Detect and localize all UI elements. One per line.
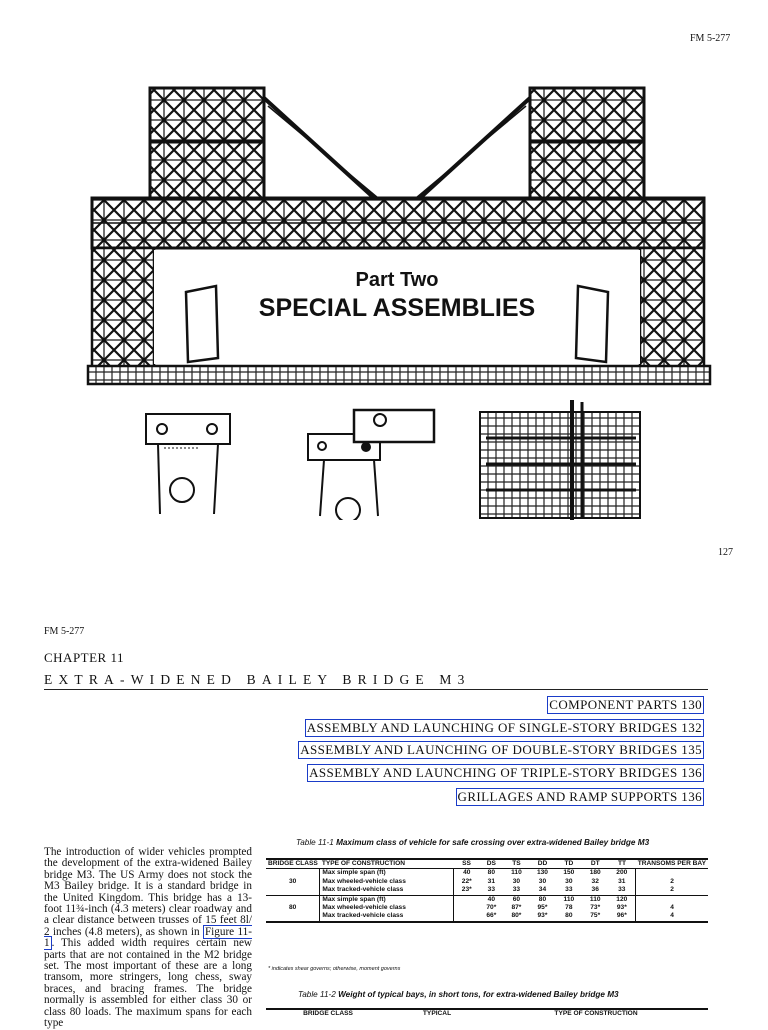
table-cell: 78 (565, 904, 573, 912)
table-11-2-caption: Table 11-2 Weight of typical bays, in short tons, for extra-widened Bailey bridge M3 (298, 990, 619, 999)
chapter-label: CHAPTER 11 (44, 650, 124, 665)
table-11-1-footnote: * indicates shear governs; otherwise, moment governs (268, 966, 401, 972)
table-cell: 30 (538, 877, 547, 885)
table-cell: 31 (487, 877, 496, 885)
table-11-2: BRIDGE CLASS TYPICAL TYPE OF CONSTRUCTION (266, 1008, 708, 1018)
table-cell: 93* (616, 904, 627, 912)
table-cell: 30 (288, 877, 297, 885)
table-cell: 60 (512, 895, 521, 903)
table-cell: 40 (454, 869, 479, 878)
table-cell: 66* (486, 912, 497, 920)
table-cell: 2 (636, 886, 708, 895)
table-cell (454, 904, 479, 912)
table-cell: 80 (538, 895, 547, 903)
table-cell (266, 886, 320, 895)
table-11-1: BRIDGE CLASS TYPE OF CONSTRUCTION SS DS TS DD TD DT TT TRANSOMS PER BAY Max simple span (ft) 40 80 110 130 150 180 200 30 Max wheeled-vehicle class 22* 31 30 30 30 32 31 2 Max tracked-vehicle class 23* 33 33 34 33 36 33 2 Max simple span (ft) 40 60 80 110 110 120 80 Max wheeled-vehicle class 70* 87* 95* 78 73* 93* 4 Max tracked-vehicle class 66* 80* 93* 80 75* 96* 4 (266, 858, 708, 923)
table-cell: 110 (563, 895, 575, 903)
table-cell (266, 912, 320, 920)
page-number: 127 (718, 547, 733, 558)
table-cell: 80 (288, 904, 297, 912)
table-cell: Max simple span (ft) (320, 895, 454, 904)
table-cell: Max tracked-vehicle class (320, 886, 454, 895)
table-cell (266, 895, 320, 904)
table-cell (454, 895, 479, 904)
page-header-code-2: FM 5-277 (44, 626, 85, 637)
figure-11-1-link[interactable]: Figure 11-1 (44, 925, 252, 950)
transom-stack-drawing (476, 398, 646, 522)
table-cell: 95* (537, 904, 548, 912)
chapter-title: EXTRA-WIDENED BAILEY BRIDGE M3 (44, 672, 471, 687)
table-cell (636, 869, 708, 878)
page-header-code: FM 5-277 (690, 33, 731, 44)
table-cell: 70* (486, 904, 497, 912)
table-cell: 33 (618, 886, 626, 894)
table-cell: Max wheeled-vehicle class (320, 904, 454, 912)
table-cell: 34 (538, 886, 547, 894)
table-row (266, 878, 708, 886)
table-row (266, 904, 708, 912)
table-row (266, 912, 708, 920)
table-cell: Max tracked-vehicle class (320, 912, 454, 920)
table-cell: 31 (618, 877, 626, 885)
toc-link-triple-story[interactable]: ASSEMBLY AND LAUNCHING OF TRIPLE-STORY BRIDGES 136 (309, 765, 702, 780)
table-cell: 120 (616, 895, 628, 903)
table-cell: Max simple span (ft) (320, 869, 454, 878)
table-cell: 32 (591, 877, 599, 885)
table-row (266, 869, 708, 878)
table-cell: 73* (590, 904, 601, 912)
table-cell (636, 895, 708, 904)
table-cell: 4 (636, 912, 708, 920)
end-post-with-beam-drawing (300, 400, 440, 520)
end-post-drawing (140, 408, 240, 520)
table-cell: 33 (512, 886, 521, 894)
table-cell (266, 869, 320, 878)
table-cell: 110 (511, 869, 522, 877)
chapter-divider (44, 689, 708, 690)
toc-link-single-story[interactable]: ASSEMBLY AND LAUNCHING OF SINGLE-STORY BRIDGES 132 (306, 720, 702, 735)
table-cell: 75* (590, 912, 601, 920)
table-cell: 4 (636, 904, 708, 912)
part-label: Part Two (355, 269, 439, 291)
table-cell: 200 (616, 869, 628, 877)
table-cell: 93* (537, 912, 548, 920)
table-cell: 30 (565, 877, 573, 885)
table-cell: 22* (454, 878, 479, 886)
table-cell: 36 (591, 886, 599, 894)
table-cell: 30 (512, 877, 521, 885)
toc-link-grillages[interactable]: GRILLAGES AND RAMP SUPPORTS 136 (457, 789, 702, 804)
table-cell (454, 912, 479, 920)
bailey-bridge-illustration (84, 80, 714, 390)
intro-paragraph: The introduction of wider vehicles prompted the development of the extra-widened Bailey bridge M3. The US Army does not stock the M3 Bailey bridge. It is a standard bridge in the United Kingdom. This bridge has a 13-foot 11¾-inch (4.3 meters) clear roadway and a clear distance between trusses of 15 feet 8l/ 2 inches (4.8 meters), as shown in Figure 11-1 . This added width requires certain new parts that are not contained in the M2 bridge set. The most important of these are a long transom, more stringers, long chess, sway braces, and bracing frames. The bridge normally is assembled for either class 30 or class 80 loads. The maximum spans for each type (44, 846, 252, 1030)
table-cell: 96* (616, 912, 627, 920)
table-cell: 23* (454, 886, 479, 895)
table-cell: 80 (565, 912, 573, 920)
table-cell: 150 (563, 869, 575, 877)
table-cell: 87* (511, 904, 522, 912)
toc-link-component-parts[interactable]: COMPONENT PARTS 130 (549, 697, 702, 712)
table-11-1-caption: Table 11-1 Maximum class of vehicle for safe crossing over extra-widened Bailey bridge M3 (296, 838, 650, 847)
table-cell: 40 (487, 895, 496, 903)
table-cell: 180 (589, 869, 601, 877)
table-cell: 80 (487, 869, 496, 877)
table-row (266, 895, 708, 904)
part-title: SPECIAL ASSEMBLIES (258, 294, 536, 322)
table-cell: 33 (487, 886, 496, 894)
table-cell: 2 (636, 878, 708, 886)
table-cell: 80* (511, 912, 522, 920)
toc-link-double-story[interactable]: ASSEMBLY AND LAUNCHING OF DOUBLE-STORY BRIDGES 135 (300, 742, 702, 757)
table-cell: Max wheeled-vehicle class (320, 878, 454, 886)
table-cell: 110 (589, 895, 601, 903)
table-cell: 130 (536, 869, 548, 877)
table-row (266, 886, 708, 895)
table-cell: 33 (565, 886, 573, 894)
